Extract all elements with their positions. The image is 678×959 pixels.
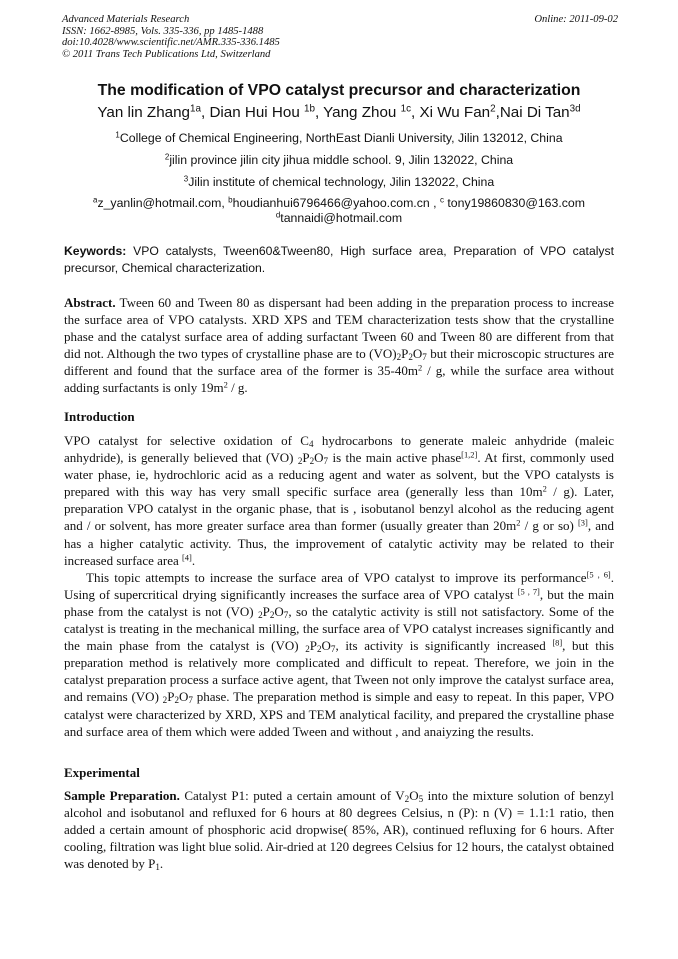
copyright-line: © 2011 Trans Tech Publications Ltd, Switzerland (62, 48, 271, 60)
affiliation-3: $^3$Jilin institute of chemical technology, Jilin 132022, China (183, 174, 495, 189)
author-name: Yang Zhou (323, 104, 397, 121)
experimental-heading: Experimental (64, 765, 140, 780)
citation[interactable]: [3] (577, 517, 588, 528)
introduction-body (64, 432, 614, 740)
issn-line: ISSN: 1662-8985, Vols. 335-336, pp 1485-1488 (62, 25, 264, 37)
intro-paragraph-1: VPO catalyst for selective oxidation of $C_4$ hydrocarbons to generate maleic anhydride (maleic anhydride), is generally believed that (VO) $_2P_2O_7$ is the main active phase[1,2]. At first, commonly used water phase, ie, hydrochloric acid as a reducing agent and water as solvent, but the VPO catalysts is prepared with this way has very small specific surface area (generally less than $10m^2 / g$). Later, preparation VPO catalyst in the organic phase, that is , isobutanol benzyl alcohol as the reducing agent and / or solvent, has more greater surface area than former (usually greater than $20m^2$ / g or so) [3], and has a higher catalytic activity. Thus, the improvement of catalytic activity may be related to their increased surface area [4]. (64, 433, 615, 568)
citation[interactable]: [5 , 7] (517, 586, 540, 597)
author-list: Yan lin Zhang$^{1a}$, Dian Hui Hou $^{1b}$, Yang Zhou $^{1c}$, Xi Wu Fan$^2$,Nai Di Tan$^{3d}$ (97, 103, 581, 121)
journal-header (62, 14, 618, 60)
abstract-label: Abstract. (64, 295, 116, 310)
citation[interactable]: [4] (182, 552, 192, 563)
author-name: Xi Wu Fan (419, 104, 491, 121)
author-name: Dian Hui Hou (209, 104, 300, 121)
sample-preparation-label: Sample Preparation. (64, 788, 180, 803)
author-name: Yan lin Zhang (97, 104, 190, 121)
email-link[interactable]: z_yanlin@hotmail.com, (97, 196, 229, 210)
email-link[interactable]: tannaidi@hotmail.com (280, 211, 403, 225)
affiliation-1: $^1$College of Chemical Engineering, NorthEast Dianli University, Jilin 132012, China (115, 130, 563, 145)
email-link[interactable]: houdianhui6796466@yahoo.com.cn , (232, 196, 440, 210)
citation[interactable]: [8] (552, 637, 563, 648)
online-date: Online: 2011-09-02 (534, 14, 618, 25)
intro-paragraph-2: This topic attempts to increase the surface area of VPO catalyst to improve its performance[5 , 6]. Using of supercritical drying significantly increases the surface area of VPO catalyst [5 , 7], but the main phase from the catalyst is not (VO) $_2P_2O_7$, so the catalytic activity is still not satisfactory. Some of the catalyst is treating in the mechanical milling, the surface area of VPO catalyst increases significantly and the main phase from the catalyst is (VO) $_2P_2O_7$, its activity is significantly increased [8], but this preparation method is relatively more complicated and difficult to repeat. Therefore, we join in the catalyst preparation process a surface active agent, that Tween not only improve the catalyst surface area, and remains (VO) $_2P_2O_7$ phase. The preparation method is simple and easy to repeat. In this paper, VPO catalyst were characterized by XRD, XPS and TEM analytical facility, and prepared the crystalline phase and surface area of them which were added Tween and without , and anaiyzing the results. (64, 569, 615, 739)
citation[interactable]: [1,2] (461, 449, 478, 460)
introduction-heading: Introduction (64, 409, 135, 424)
doi-line: doi:10.4028/www.scientific.net/AMR.335-336.1485 (62, 37, 280, 49)
author-name: Nai Di Tan (499, 104, 570, 121)
abstract: Abstract. Tween 60 and Tween 80 as dispersant had been adding in the preparation process to increase the surface area of VPO catalysts. XRD XPS and TEM characterization tests show that the crystalline phase and the catalyst surface area of adding surfactant Tween 60 and Tween 80 are different from that did not. Although the two types of crystalline phase are to $(VO)_2P_2O_7$ but their microscopic structures are different and found that the surface area of the former is $35-40m^2$ / g, while the surface area without adding surfactants is only $19m^2$ / g. (64, 295, 615, 396)
email-block: $^a$z_yanlin@hotmail.com, $^b$houdianhui6796466@yahoo.com.cn , $^c$ tony19860830@163.com $^d$tannaidi@hotmail.com (92, 195, 585, 225)
experimental-body: Sample Preparation. Catalyst P1: puted a certain amount of $V_2O_5$ into the mixture solution of benzyl alcohol and isobutanol and refluxed for 6 hours at 80 degrees Celsius, n (P): n (V) = 1.1:1 ratio, then added a certain amount of phosphoric acid dropwise( 85%, AR), continued refluxing for 6 hours. After cooling, filtration was light blue solid. Air-dried at 120 degrees Celsius for 12 hours, the catalyst obtained was denoted by $P_1$. (64, 788, 614, 873)
email-link[interactable]: tony19860830@163.com (447, 196, 585, 210)
keywords: Keywords: VPO catalysts, Tween60&Tween80, High surface area, Preparation of VPO catalyst precursor, Chemical characterization. (64, 244, 614, 275)
affiliation-2: $^2$jilin province jilin city jihua middle school. 9, Jilin 132022, China (164, 152, 514, 167)
paper-title: The modification of VPO catalyst precursor and characterization (97, 82, 581, 99)
citation[interactable]: [5 , 6] (586, 569, 611, 580)
journal-name: Advanced Materials Research (62, 14, 190, 25)
